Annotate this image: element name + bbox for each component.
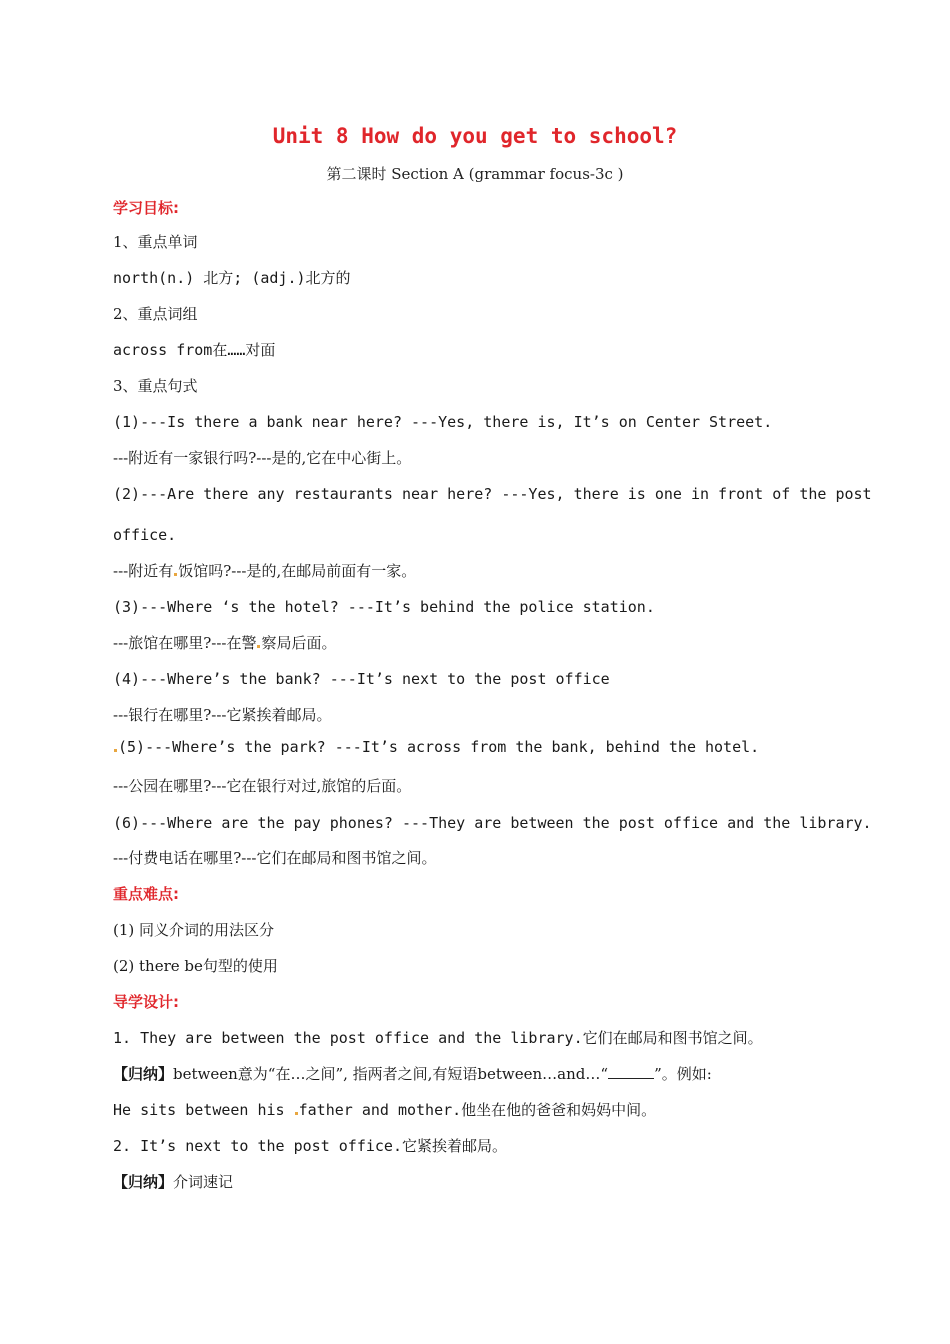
sentence-2-en-cont: office.: [113, 526, 177, 544]
sentence-6-zh: ---付费电话在哪里?---它们在邮局和图书馆之间。: [113, 849, 437, 867]
summary-text: 介词速记: [173, 1173, 234, 1191]
guide-1: 1. They are between the post office and the library.它们在邮局和图书馆之间。: [113, 1029, 763, 1047]
sentence-3-zh-part-a: ---旅馆在哪里?---在警: [113, 634, 257, 652]
sentence-3-zh: [113, 633, 843, 653]
example-part-b: father and mother.他坐在他的爸爸和妈妈中间。: [298, 1101, 657, 1119]
key-point-2: (2) there be句型的使用: [113, 957, 278, 975]
key-point-1: (1) 同义介词的用法区分: [113, 921, 275, 939]
guide-1-summary: [113, 1064, 843, 1084]
guide-heading: 导学设计:: [113, 993, 179, 1011]
phrase-across: across from在……对面: [113, 341, 276, 359]
guide-1-example: [113, 1100, 843, 1120]
mark-dot: [295, 1112, 298, 1115]
sentence-3-en: (3)---Where ‘s the hotel? ---It’s behind the police station.: [113, 598, 655, 616]
sentence-6-en: (6)---Where are the pay phones? ---They are between the post office and the library.: [113, 814, 872, 832]
goal-3: 3、重点句式: [113, 377, 198, 395]
sentence-1-zh: ---附近有一家银行吗?---是的,它在中心街上。: [113, 449, 412, 467]
sentence-2-zh-part-b: 饭馆吗?---是的,在邮局前面有一家。: [178, 562, 417, 580]
sentence-5-en: [113, 737, 843, 757]
page-title: Unit 8 How do you get to school?: [272, 124, 678, 148]
sentence-1-en: (1)---Is there a bank near here? ---Yes, there is, It’s on Center Street.: [113, 413, 773, 431]
guide-2-summary: [113, 1172, 843, 1192]
sentence-5-en-text: (5)---Where’s the park? ---It’s across from the bank, behind the hotel.: [118, 738, 760, 756]
goal-1: 1、重点单词: [113, 233, 198, 251]
summary-text-a: between意为“在…之间”, 指两者之间,有短语between…and…“: [173, 1065, 609, 1083]
summary-label: 【归纳】: [113, 1173, 174, 1191]
answer-blank[interactable]: [608, 1064, 654, 1079]
sentence-4-zh: ---银行在哪里?---它紧挨着邮局。: [113, 706, 332, 724]
learning-goals-heading: 学习目标:: [113, 199, 179, 217]
sentence-2-en: (2)---Are there any restaurants near here? ---Yes, there is one in front of the post: [113, 485, 872, 503]
word-north: north(n.) 北方; (adj.)北方的: [113, 269, 351, 287]
summary-text-b: ”。例如:: [654, 1065, 712, 1083]
sentence-4-en: (4)---Where’s the bank? ---It’s next to the post office: [113, 670, 610, 688]
sentence-5-zh: ---公园在哪里?---它在银行对过,旅馆的后面。: [113, 777, 412, 795]
sentence-2-zh: [113, 561, 843, 581]
summary-label: 【归纳】: [113, 1065, 174, 1083]
mark-dot: [114, 749, 117, 752]
example-part-a: He sits between his: [113, 1101, 294, 1119]
key-points-heading: 重点难点:: [113, 885, 179, 903]
sentence-2-zh-part-a: ---附近有: [113, 562, 174, 580]
page-subtitle: 第二课时 Section A (grammar focus-3c ): [326, 165, 624, 183]
sentence-3-zh-part-b: 察局后面。: [261, 634, 337, 652]
guide-2: 2. It’s next to the post office.它紧挨着邮局。: [113, 1137, 507, 1155]
goal-2: 2、重点词组: [113, 305, 198, 323]
mark-dot: [257, 645, 260, 648]
mark-dot: [174, 573, 177, 576]
